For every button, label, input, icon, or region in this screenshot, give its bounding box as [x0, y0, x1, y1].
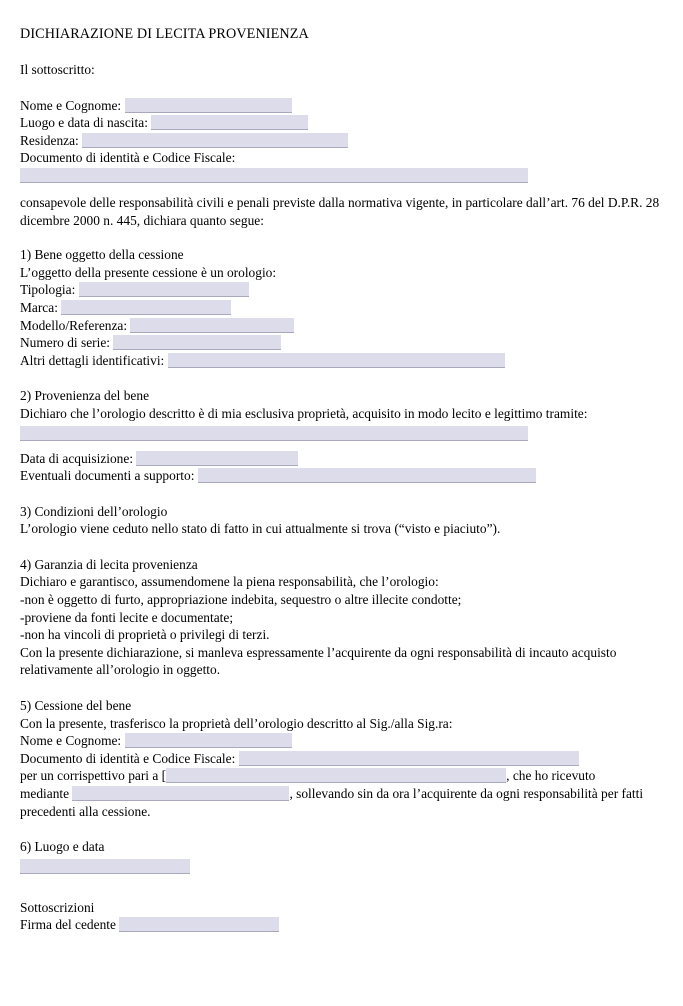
field-row-altri-dettagli	[20, 352, 665, 370]
field-row-luogo-data-nascita	[20, 114, 665, 132]
signatures-heading: Sottoscrizioni	[20, 899, 95, 915]
awareness-paragraph: consapevole delle responsabilità civili e penali previste dalla normativa vigente, in particolare dall’art. 76 del D.P.R. 28 dicembre 2000 n. 445, dichiara quanto segue:	[20, 194, 660, 228]
spacer	[20, 185, 665, 194]
section-5-heading: 5) Cessione del bene	[20, 698, 132, 714]
field-label-firma-cedente: Firma del cedente	[20, 917, 116, 933]
field-label-data-acquisizione: Data di acquisizione:	[20, 450, 134, 466]
field-input-tramite[interactable]	[20, 426, 528, 441]
section-4-line-1: -non è oggetto di furto, appropriazione indebita, sequestro o altre illecite condotte;	[20, 592, 462, 608]
field-row-tipologia	[20, 281, 665, 299]
section-3-heading: 3) Condizioni dell’orologio	[20, 503, 168, 519]
document-body	[20, 26, 665, 934]
field-label-cessionario-nome-cognome: Nome e Cognome:	[20, 733, 122, 749]
field-label-modello-referenza: Modello/Referenza:	[20, 317, 128, 333]
spacer	[20, 229, 665, 246]
section-3-body: L’orologio viene ceduto nello stato di fatto in cui attualmente si trova (“visto e piaciuto”).	[20, 521, 501, 537]
spacer	[20, 679, 665, 697]
section-1-heading: 1) Bene oggetto della cessione	[20, 247, 184, 263]
section-4-closing: Con la presente dichiarazione, si manleva espressamente l’acquirente da ogni responsabilità di incauto acquisto relativamente all’orologio in oggetto.	[20, 644, 617, 678]
field-input-luogo-data-nascita[interactable]	[151, 115, 308, 130]
field-input-modello-referenza[interactable]	[130, 318, 294, 333]
spacer	[20, 876, 665, 894]
field-input-luogo-data-wrap	[20, 858, 665, 876]
field-input-marca[interactable]	[61, 300, 231, 315]
section-1-intro: L’oggetto della presente cessione è un orologio:	[20, 264, 277, 280]
field-label-tipologia: Tipologia:	[20, 282, 76, 298]
field-row-documenti-supporto	[20, 467, 665, 485]
field-input-residenza[interactable]	[82, 133, 348, 148]
section-2-heading: 2) Provenienza del bene	[20, 388, 150, 404]
section-5-intro: Con la presente, trasferisco la proprietà dell’orologio descritto al Sig./alla Sig.ra:	[20, 715, 453, 731]
spacer	[20, 820, 665, 838]
field-label-marca: Marca:	[20, 299, 58, 315]
field-label-altri-dettagli: Altri dettagli identificativi:	[20, 352, 165, 368]
consideration-prefix: per un corrispettivo pari a [	[20, 768, 167, 784]
section-4-line-3: -non ha vincoli di proprietà o privilegi di terzi.	[20, 627, 270, 643]
field-row-firma-cedente	[20, 916, 665, 934]
field-row-residenza	[20, 132, 665, 150]
field-input-tipologia[interactable]	[79, 282, 249, 297]
field-label-documento-codice-fiscale: Documento di identità e Codice Fiscale:	[20, 150, 236, 166]
spacer	[20, 369, 665, 387]
field-label-nome-cognome: Nome e Cognome:	[20, 97, 122, 113]
field-row-data-acquisizione	[20, 450, 665, 468]
field-row-marca	[20, 299, 665, 317]
section-4-line-2: -proviene da fonti lecite e documentate;	[20, 609, 234, 625]
field-input-corrispettivo[interactable]	[166, 768, 506, 783]
spacer	[20, 43, 665, 61]
field-input-data-acquisizione[interactable]	[136, 451, 298, 466]
spacer	[20, 79, 665, 97]
intro-label: Il sottoscritto:	[20, 62, 95, 77]
field-input-tramite-wrap	[20, 425, 665, 443]
field-input-documento-codice-fiscale[interactable]	[20, 168, 528, 183]
field-label-numero-serie: Numero di serie:	[20, 335, 110, 351]
section-2-intro: Dichiaro che l’orologio descritto è di mia esclusiva proprietà, acquisito in modo lecito e legittimo tramite:	[20, 405, 588, 421]
field-label-residenza: Residenza:	[20, 132, 79, 148]
field-input-cessionario-nome-cognome[interactable]	[125, 733, 292, 748]
field-row-numero-serie	[20, 334, 665, 352]
field-label-documenti-supporto: Eventuali documenti a supporto:	[20, 468, 195, 484]
spacer	[20, 485, 665, 503]
field-row-cessionario-documento	[20, 750, 665, 768]
field-input-nome-cognome[interactable]	[125, 98, 292, 113]
field-input-luogo-data[interactable]	[20, 859, 190, 874]
field-row-cessionario-nome-cognome	[20, 732, 665, 750]
field-input-documento-codice-fiscale-wrap	[20, 167, 665, 185]
consideration-paragraph	[20, 767, 665, 820]
field-input-mediante[interactable]	[72, 786, 289, 801]
field-input-altri-dettagli[interactable]	[168, 353, 505, 368]
field-label-luogo-data-nascita: Luogo e data di nascita:	[20, 115, 148, 131]
spacer	[20, 538, 665, 556]
section-6-heading: 6) Luogo e data	[20, 839, 105, 855]
field-row-nome-cognome	[20, 97, 665, 115]
field-input-numero-serie[interactable]	[113, 335, 281, 350]
field-input-cessionario-documento[interactable]	[239, 751, 579, 766]
field-row-modello-referenza	[20, 317, 665, 335]
consideration-middle: , che ho ricevuto	[506, 768, 596, 784]
section-4-line-0: Dichiaro e garantisco, assumendomene la piena responsabilità, che l’orologio:	[20, 574, 439, 590]
field-row-documento-codice-fiscale	[20, 149, 665, 167]
page-title: DICHIARAZIONE DI LECITA PROVENIENZA	[20, 26, 309, 42]
consideration-method-prefix: mediante	[20, 786, 70, 801]
section-4-heading: 4) Garanzia di lecita provenienza	[20, 556, 198, 572]
field-label-cessionario-documento: Documento di identità e Codice Fiscale:	[20, 750, 236, 766]
field-input-documenti-supporto[interactable]	[198, 468, 536, 483]
spacer	[20, 443, 665, 450]
field-input-firma-cedente[interactable]	[119, 917, 279, 932]
consideration-suffix: , sollevando sin da ora l’acquirente da ogni responsabilità per fatti precedenti alla cessione.	[20, 786, 644, 819]
